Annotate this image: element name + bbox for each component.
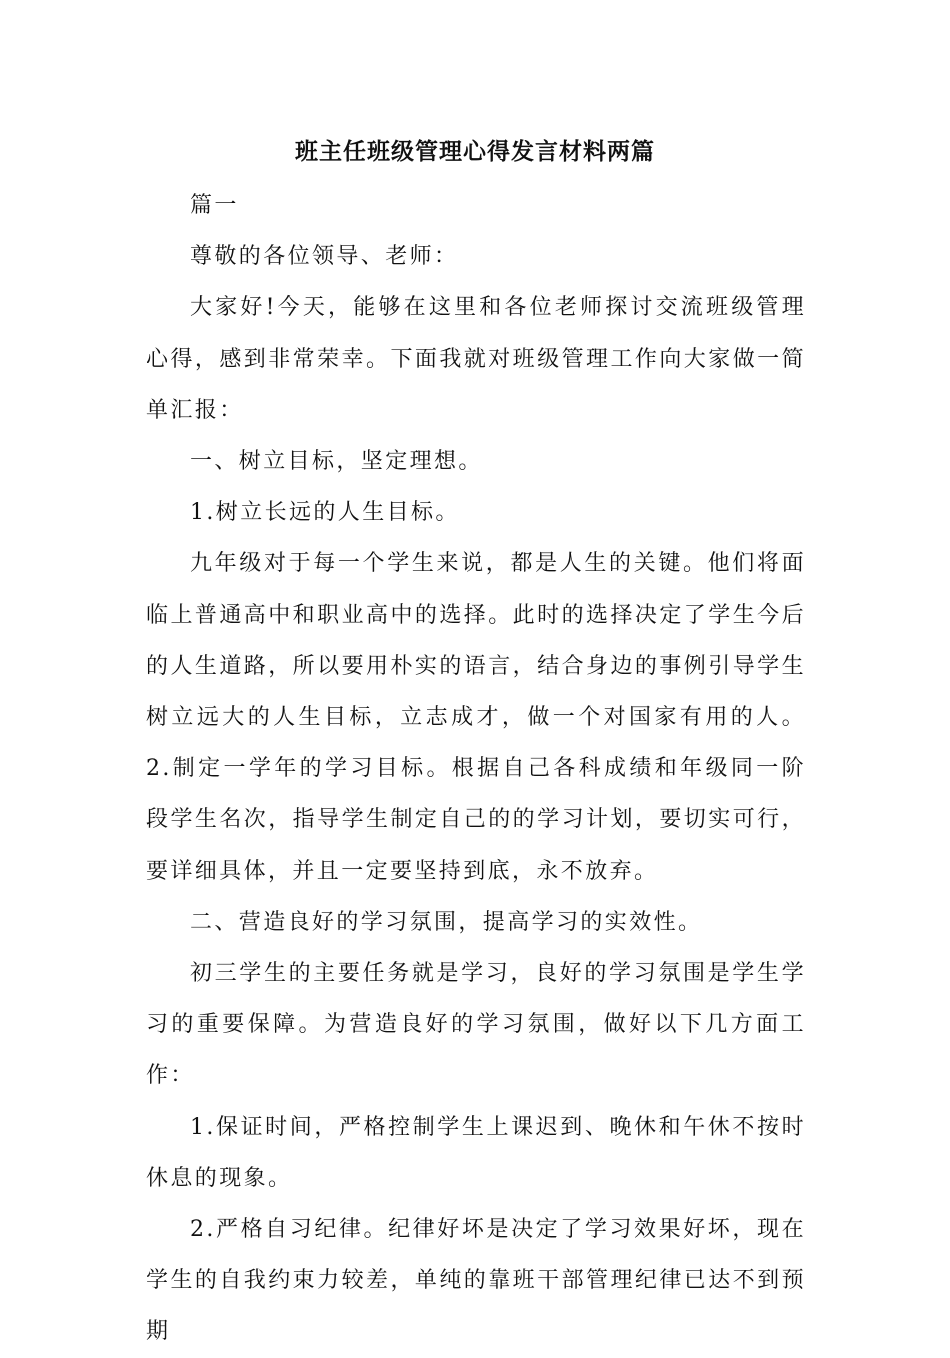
body-paragraph: 九年级对于每一个学生来说，都是人生的关键。他们将面临上普通高中和职业高中的选择。此时的选择决定了学生今后的人生道路，所以要用朴实的语言，结合身边的事例引导学生树立远大的人生目标，立志成才，做一个对国家有用的人。2.制定一学年的学习目标。根据自己各科成绩和年级同一阶段学生名次，指导学生制定自己的的学习计划，要切实可行，要详细具体，并且一定要坚持到底，永不放弃。 xyxy=(146,551,806,884)
body-paragraph: 初三学生的主要任务就是学习，良好的学习氛围是学生学习的重要保障。为营造良好的学习氛围，做好以下几方面工作： xyxy=(146,961,806,1089)
section-label-pian-yi: 篇一 xyxy=(190,193,239,218)
section-heading-2: 二、营造良好的学习氛围，提高学习的实效性。 xyxy=(190,909,703,935)
list-item-2: 2.严格自习纪律。纪律好坏是决定了学习效果好坏，现在学生的自我约束力较差，单纯的靠班干部管理纪律已达不到预期 xyxy=(146,1217,806,1345)
body-paragraph: 大家好!今天，能够在这里和各位老师探讨交流班级管理心得，感到非常荣幸。下面我就对班级管理工作向大家做一简单汇报： xyxy=(146,295,806,423)
document-title: 班主任班级管理心得发言材料两篇 xyxy=(295,138,655,165)
salutation: 尊敬的各位领导、老师： xyxy=(190,244,459,270)
subheading-1-1: 1.树立长远的人生目标。 xyxy=(190,500,460,526)
list-item-1: 1.保证时间，严格控制学生上课迟到、晚休和午休不按时休息的现象。 xyxy=(146,1114,806,1191)
section-heading-1: 一、树立目标，坚定理想。 xyxy=(190,449,483,475)
document-body xyxy=(146,180,806,1358)
